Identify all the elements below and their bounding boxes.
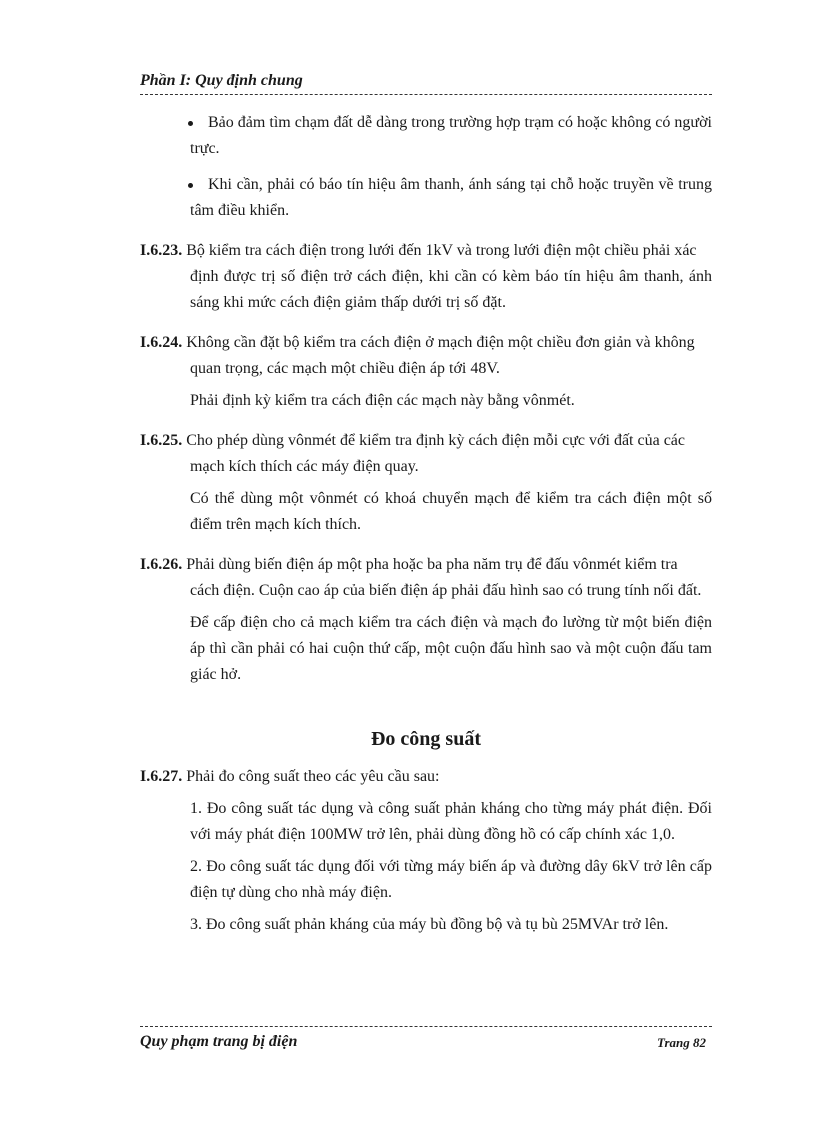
list-item: 2. Đo công suất tác dụng đối với từng máy biến áp và đường dây 6kV trở lên cấp điện tự dùng cho nhà máy điện.: [190, 858, 712, 901]
section-text: Cho phép dùng vônmét để kiểm tra định kỳ cách điện mỗi cực với đất của các: [182, 432, 685, 449]
section-i-6-25: [140, 428, 712, 538]
section-text: Bộ kiểm tra cách điện trong lưới đến 1kV và trong lưới điện một chiều phải xác: [182, 242, 697, 259]
section-paragraph: Để cấp điện cho cả mạch kiểm tra cách điện và mạch đo lường từ một biến điện áp thì cần phải có hai cuộn thứ cấp, một cuộn đấu hình sao và một cuộn đấu tam giác hở.: [190, 614, 712, 683]
section-i-6-24: [140, 330, 712, 414]
list-item: 1. Đo công suất tác dụng và công suất phản kháng cho từng máy phát điện. Đối với máy phát điện 100MW trở lên, phải dùng đồng hồ có cấp chính xác 1,0.: [190, 800, 712, 843]
section-i-6-27: [140, 764, 712, 938]
bullet-dot-icon: [188, 183, 193, 188]
bullet-text: Khi cần, phải có báo tín hiệu âm thanh, ánh sáng tại chỗ hoặc truyền về trung tâm điều khiển.: [190, 176, 712, 219]
page-header: [140, 72, 712, 95]
page-footer: [140, 1026, 712, 1057]
section-text: Không cần đặt bộ kiểm tra cách điện ở mạch điện một chiều đơn giản và không: [182, 334, 695, 351]
section-i-6-23: [140, 238, 712, 316]
section-text-cont: mạch kích thích các máy điện quay.: [190, 458, 419, 475]
section-paragraph: Phải định kỳ kiểm tra cách điện các mạch này bằng vônmét.: [190, 392, 575, 409]
section-text-cont: cách điện. Cuộn cao áp của biến điện áp phải đấu hình sao có trung tính nối đất.: [190, 582, 702, 599]
list-item: 3. Đo công suất phản kháng của máy bù đồng bộ và tụ bù 25MVAr trở lên.: [190, 916, 669, 933]
section-text: Phải dùng biến điện áp một pha hoặc ba pha năm trụ để đấu vônmét kiểm tra: [182, 556, 678, 573]
page-number: Trang 82: [657, 1035, 706, 1050]
section-heading: Đo công suất: [370, 728, 481, 750]
section-number: I.6.26.: [140, 556, 183, 573]
bullet-dot-icon: [188, 121, 193, 126]
section-text-cont: quan trọng, các mạch một chiều điện áp tới 48V.: [190, 360, 500, 377]
section-number: I.6.23.: [140, 242, 183, 259]
bullet-item: [140, 172, 712, 224]
bullet-text: Bảo đảm tìm chạm đất dễ dàng trong trường hợp trạm có hoặc không có người trực.: [190, 114, 712, 157]
bullet-item: [140, 110, 712, 162]
section-text-cont: định được trị số điện trở cách điện, khi cần có kèm báo tín hiệu âm thanh, ánh sáng khi mức cách điện giảm thấp dưới trị số đặt.: [190, 268, 712, 311]
section-number: I.6.25.: [140, 432, 183, 449]
section-i-6-26: [140, 552, 712, 688]
section-text: Phải đo công suất theo các yêu cầu sau:: [182, 768, 440, 785]
section-number: I.6.27.: [140, 768, 183, 785]
footer-title: Quy phạm trang bị điện: [140, 1033, 298, 1050]
header-title: Phần I: Quy định chung: [140, 72, 303, 89]
page-content: [140, 110, 712, 938]
section-paragraph: Có thể dùng một vônmét có khoá chuyển mạch để kiểm tra cách điện một số điểm trên mạch kích thích.: [190, 490, 712, 533]
section-number: I.6.24.: [140, 334, 183, 351]
